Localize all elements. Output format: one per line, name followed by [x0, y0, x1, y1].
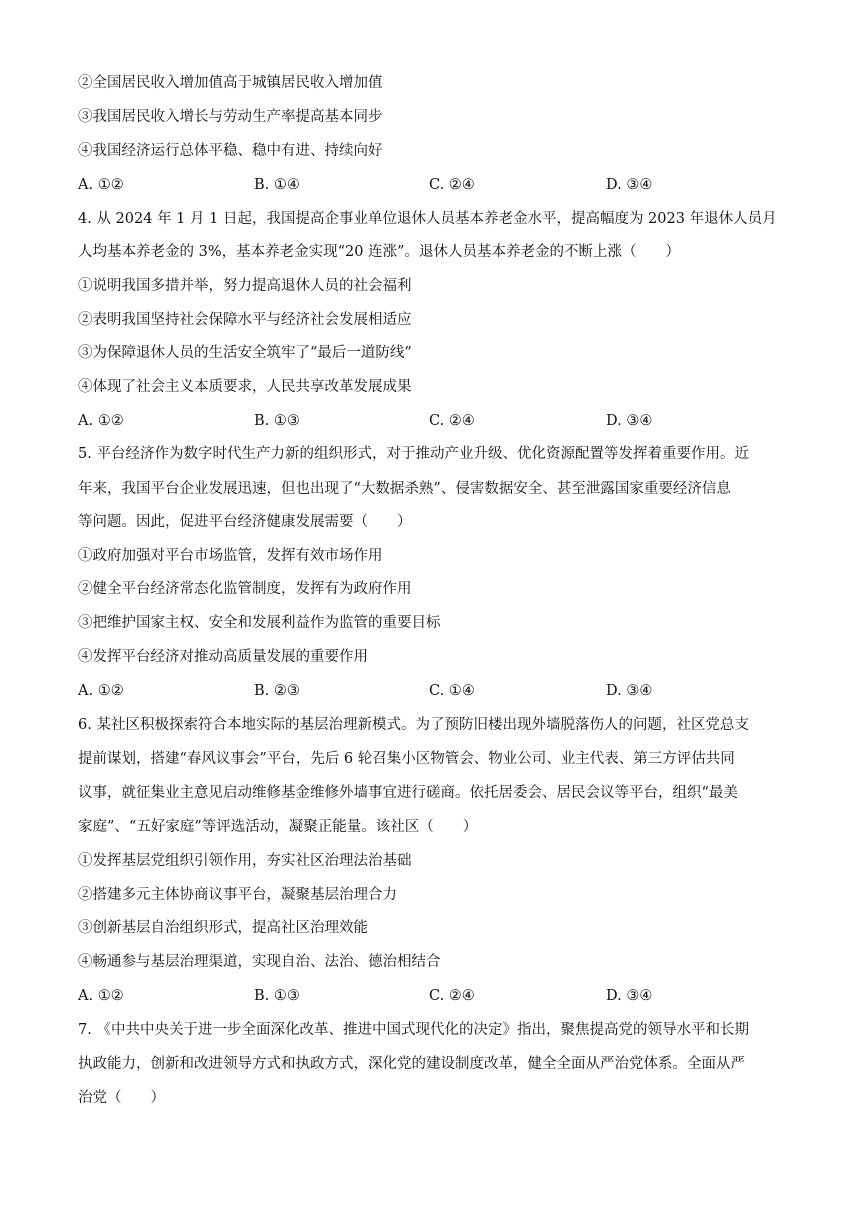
- q6-statement-4: ④畅通参与基层治理渠道，实现自治、法治、德治相结合: [78, 954, 441, 970]
- q4-option-d: D. ③④: [606, 413, 653, 429]
- q6-statement-1: ①发挥基层党组织引领作用，夯实社区治理法治基础: [78, 853, 412, 869]
- q4-stem-line-1: 4. 从 2024 年 1 月 1 日起，我国提高企事业单位退休人员基本养老金水平，提高幅度为 2023 年退休人员月: [78, 211, 777, 227]
- q4-statement-2: ②表明我国坚持社会保障水平与经济社会发展相适应: [78, 312, 412, 328]
- q5-stem-line-3: 等问题。因此，促进平台经济健康发展需要（ ）: [78, 514, 412, 530]
- q5-statement-4: ④发挥平台经济对推动高质量发展的重要作用: [78, 649, 368, 665]
- q3-statement-3: ③我国居民收入增长与劳动生产率提高基本同步: [78, 109, 383, 125]
- q5-options: [78, 681, 788, 701]
- q4-statement-3: ③为保障退休人员的生活安全筑牢了“最后一道防线”: [78, 345, 412, 361]
- q3-options: [78, 175, 788, 195]
- q7-stem-line-2: 执政能力，创新和改进领导方式和执政方式，深化党的建设制度改革，健全全面从严治党体系。全面从严: [78, 1056, 745, 1072]
- q6-stem-line-1: 6. 某社区积极探索符合本地实际的基层治理新模式。为了预防旧楼出现外墙脱落伤人的问题，社区党总支: [78, 717, 749, 733]
- q5-option-b: B. ②③: [254, 683, 300, 699]
- q7-stem-line-3: 治党（ ）: [78, 1090, 165, 1106]
- q6-statement-3: ③创新基层自治组织形式，提高社区治理效能: [78, 920, 368, 936]
- q4-option-c: C. ②④: [429, 413, 475, 429]
- q5-option-a: A. ①②: [78, 683, 124, 699]
- q4-option-a: A. ①②: [78, 413, 124, 429]
- q3-option-a: A. ①②: [78, 177, 124, 193]
- q5-statement-1: ①政府加强对平台市场监管，发挥有效市场作用: [78, 548, 383, 564]
- q6-stem-line-2: 提前谋划，搭建“春风议事会”平台，先后 6 轮召集小区物管会、物业公司、业主代表、第三方评估共同: [78, 751, 735, 767]
- q6-statement-2: ②搭建多元主体协商议事平台，凝聚基层治理合力: [78, 887, 397, 903]
- q6-stem-line-3: 议事，就征集业主意见启动维修基金维修外墙事宜进行磋商。依托居委会、居民会议等平台，组织“最美: [78, 785, 738, 801]
- q3-option-b: B. ①④: [254, 177, 300, 193]
- q5-option-c: C. ①④: [429, 683, 475, 699]
- q6-option-c: C. ②④: [429, 988, 475, 1004]
- q6-option-a: A. ①②: [78, 988, 124, 1004]
- q4-statement-1: ①说明我国多措并举，努力提高退休人员的社会福利: [78, 278, 412, 294]
- q5-stem-line-2: 年来，我国平台企业发展迅速，但也出现了“大数据杀熟”、侵害数据安全、甚至泄露国家重要经济信息: [78, 481, 731, 497]
- q3-statement-2: ②全国居民收入增加值高于城镇居民收入增加值: [78, 75, 383, 91]
- q5-statement-3: ③把维护国家主权、安全和发展利益作为监管的重要目标: [78, 615, 441, 631]
- q4-options: [78, 411, 788, 431]
- q4-stem-line-2: 人均基本养老金的 3%，基本养老金实现“20 连涨”。退休人员基本养老金的不断上涨（ ）: [78, 244, 680, 260]
- q6-options: [78, 986, 788, 1006]
- q6-option-d: D. ③④: [606, 988, 653, 1004]
- q6-option-b: B. ①③: [254, 988, 300, 1004]
- q5-statement-2: ②健全平台经济常态化监管制度，发挥有为政府作用: [78, 581, 412, 597]
- q6-stem-line-4: 家庭”、“五好家庭”等评选活动，凝聚正能量。该社区（ ）: [78, 819, 478, 835]
- q3-option-c: C. ②④: [429, 177, 475, 193]
- q3-option-d: D. ③④: [606, 177, 653, 193]
- q4-option-b: B. ①③: [254, 413, 300, 429]
- q4-statement-4: ④体现了社会主义本质要求，人民共享改革发展成果: [78, 379, 412, 395]
- q5-stem-line-1: 5. 平台经济作为数字时代生产力新的组织形式，对于推动产业升级、优化资源配置等发挥着重要作用。近: [78, 446, 749, 462]
- q3-statement-4: ④我国经济运行总体平稳、稳中有进、持续向好: [78, 143, 383, 159]
- q7-stem-line-1: 7. 《中共中央关于进一步全面深化改革、推进中国式现代化的决定》指出，聚焦提高党的领导水平和长期: [78, 1022, 749, 1038]
- q5-option-d: D. ③④: [606, 683, 653, 699]
